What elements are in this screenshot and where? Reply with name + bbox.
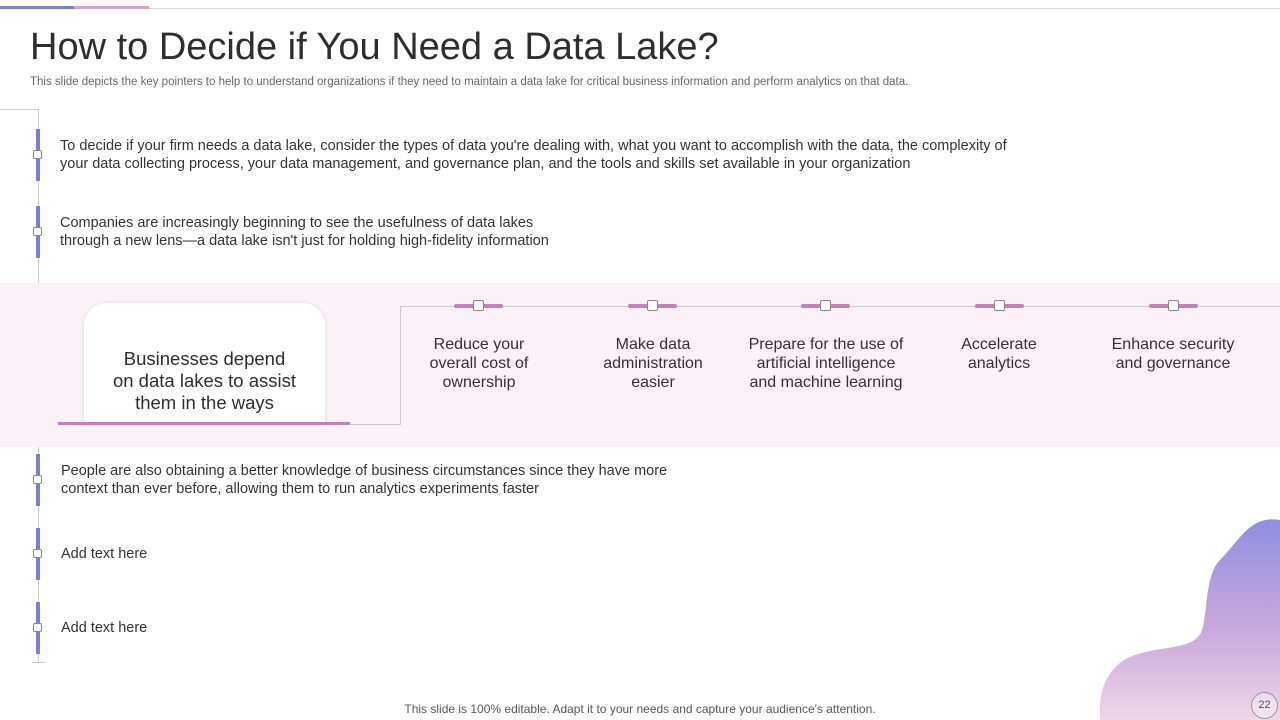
top-accent-pink [74,6,149,9]
top-accent-blue [0,6,74,9]
center-card-underline [58,422,350,425]
benefit-node [647,300,658,311]
center-card-text: Businesses depend on data lakes to assist them in the ways [112,348,297,413]
benefit-node [473,300,484,311]
point-text: Add text here [61,546,148,562]
benefit-label: Prepare for the use of artificial intelligence and machine learning [748,336,904,391]
benefit-node [820,300,831,311]
benefit-label: Enhance security and governance [1111,336,1235,372]
point-node [33,623,42,632]
footer-note: This slide is 100% editable. Adapt it to your needs and capture your audience's attention. [404,702,876,716]
point-text: Companies are increasingly beginning to see the usefulness of data lakes through a new lens—a data lake isn't just for holding high-fidelity information [60,215,549,249]
benefit-label: Make data administration easier [603,336,703,391]
band-connector [350,424,400,425]
benefit-label: Reduce your overall cost of ownership [429,336,529,391]
slide-subtitle: This slide depicts the key pointers to help to understand organizations if they need to maintain a data lake for critical business information and perform analytics on that data. [30,76,909,88]
benefit-node [994,300,1005,311]
benefit-label: Accelerate analytics [961,336,1037,372]
timeline-end-cap [32,662,45,663]
point-node [33,549,42,558]
top-divider [0,8,1280,9]
page-number: 22 [1251,692,1278,719]
timeline-connector [0,109,38,110]
decorative-wave-shape [1090,515,1280,720]
point-text: To decide if your firm needs a data lake, consider the types of data you're dealing with, what you want to accomplish with the data, the complexity of your data collecting process, your data management, and governance plan, and the tools and skills set available in your organization [60,138,1007,172]
benefit-node [1168,300,1179,311]
point-node [33,475,42,484]
point-text: Add text here [61,620,148,636]
point-node [33,227,42,236]
point-node [33,150,42,159]
point-text: People are also obtaining a better knowledge of business circumstances since they have more context than ever before, allowing them to run analytics experiments faster [61,463,668,497]
slide-title: How to Decide if You Need a Data Lake? [30,26,719,68]
